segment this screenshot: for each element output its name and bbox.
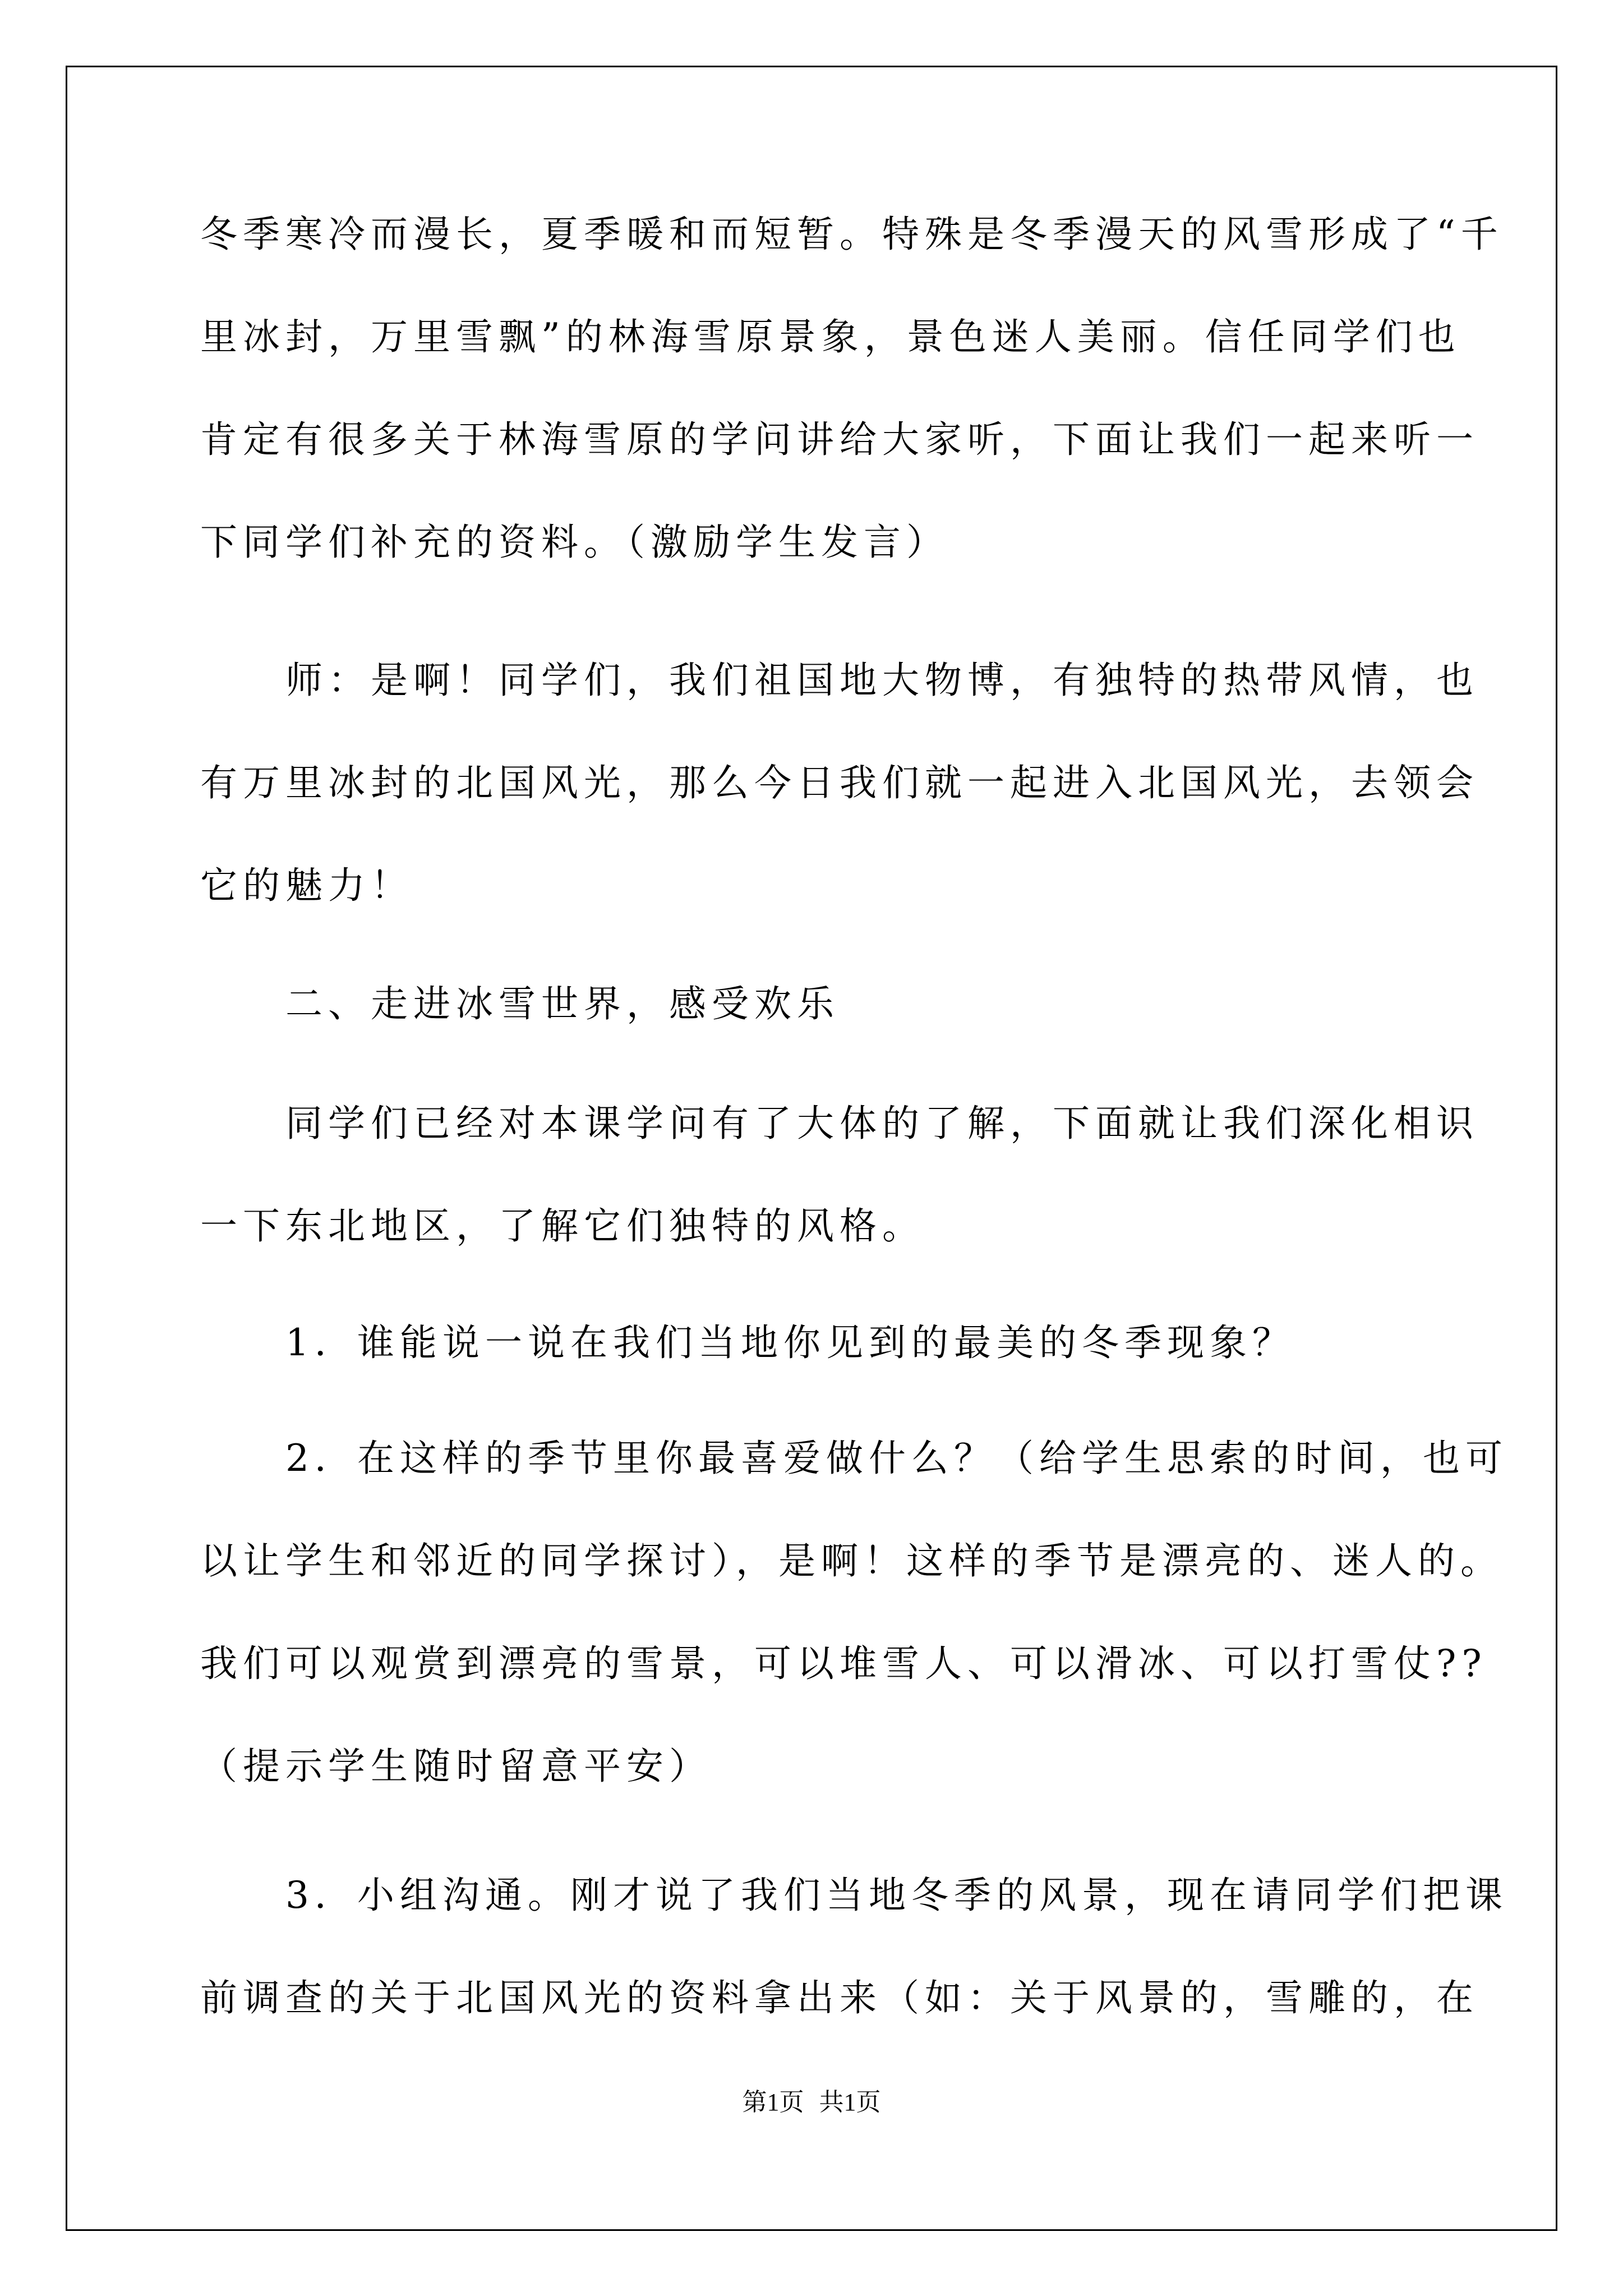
list-item: 3．小组沟通。刚才说了我们当地冬季的风景，现在请同学们把课	[200, 1874, 1508, 1917]
text-line: 冬季寒冷而漫长，夏季暖和而短暂。特殊是冬季漫天的风雪形成了“千	[200, 213, 1504, 256]
page-total: 共1页	[819, 2088, 881, 2116]
list-item: 1．谁能说一说在我们当地你见到的最美的冬季现象？	[200, 1321, 1295, 1364]
text-line: 下同学们补充的资料。（激励学生发言）	[200, 521, 949, 564]
text-line: （提示学生随时留意平安）	[200, 1745, 712, 1788]
text-line: 以让学生和邻近的同学探讨），是啊！这样的季节是漂亮的、迷人的。	[200, 1539, 1503, 1582]
page-number: 第1页	[742, 2088, 804, 2116]
text-line: 里冰封，万里雪飘”的林海雪原景象，景色迷人美丽。信任同学们也	[200, 315, 1461, 358]
text-line: 肯定有很多关于林海雪原的学问讲给大家听，下面让我们一起来听一	[200, 418, 1479, 461]
section-heading: 二、走进冰雪世界，感受欢乐	[200, 982, 840, 1025]
text-line: 师：是啊！同学们，我们祖国地大物博，有独特的热带风情，也	[200, 659, 1479, 702]
text-line: 我们可以观赏到漂亮的雪景，可以堆雪人、可以滑冰、可以打雪仗??	[200, 1642, 1487, 1685]
text-line: 同学们已经对本课学问有了大体的了解，下面就让我们深化相识	[200, 1102, 1479, 1145]
text-line: 一下东北地区，了解它们独特的风格。	[200, 1204, 925, 1248]
list-item: 2．在这样的季节里你最喜爱做什么？（给学生思索的时间，也可	[200, 1437, 1508, 1480]
text-line: 有万里冰封的北国风光，那么今日我们就一起进入北国风光，去领会	[200, 761, 1479, 804]
text-line: 它的魅力！	[200, 864, 413, 907]
page-footer	[0, 2090, 1623, 2115]
text-line: 前调查的关于北国风光的资料拿出来（如：关于风景的，雪雕的，在	[200, 1976, 1479, 2019]
